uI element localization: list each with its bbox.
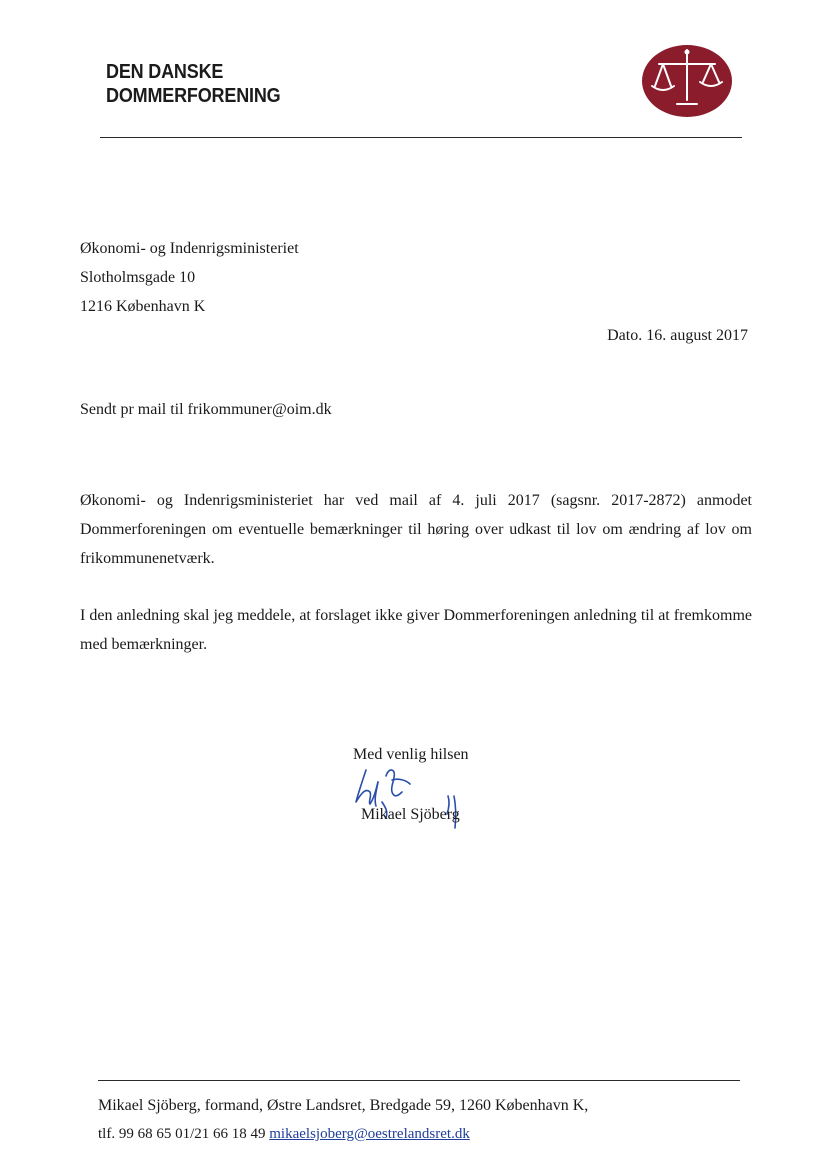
recipient-name: Økonomi- og Indenrigsministeriet	[80, 240, 299, 257]
footer-phone: tlf. 99 68 65 01/21 66 18 49	[98, 1126, 266, 1142]
body-paragraph-2: I den anledning skal jeg meddele, at forslaget ikke giver Dommerforeningen anledning til at fremkomme med bemærkninger.	[80, 607, 752, 653]
scales-of-justice-logo	[641, 44, 733, 118]
letter-date: Dato. 16. august 2017	[607, 327, 748, 344]
closing-greeting: Med venlig hilsen	[353, 746, 469, 763]
recipient-street: Slotholmsgade 10	[80, 269, 196, 286]
org-name-line-2: DOMMERFORENING	[106, 85, 281, 107]
footer-divider	[98, 1080, 740, 1081]
footer-email-link[interactable]: mikaelsjoberg@oestrelandsret.dk	[269, 1126, 470, 1142]
signer-name: Mikael Sjöberg	[361, 806, 460, 823]
header-divider	[100, 137, 742, 138]
footer-contact	[98, 1124, 470, 1144]
org-name-line-1: DEN DANSKE	[106, 61, 224, 83]
letterhead-organization-name	[106, 60, 280, 108]
body-paragraph-1: Økonomi- og Indenrigsministeriet har ved mail af 4. juli 2017 (sagsnr. 2017-2872) anmodet Dommerforeningen om eventuelle bemærkninger til høring over udkast til lov om ændring af lov om frikommunenetværk.	[80, 492, 752, 567]
recipient-city: 1216 København K	[80, 298, 206, 315]
sent-by-mail-line: Sendt pr mail til frikommuner@oim.dk	[80, 401, 332, 418]
footer-address: Mikael Sjöberg, formand, Østre Landsret, Bredgade 59, 1260 København K,	[98, 1097, 589, 1114]
